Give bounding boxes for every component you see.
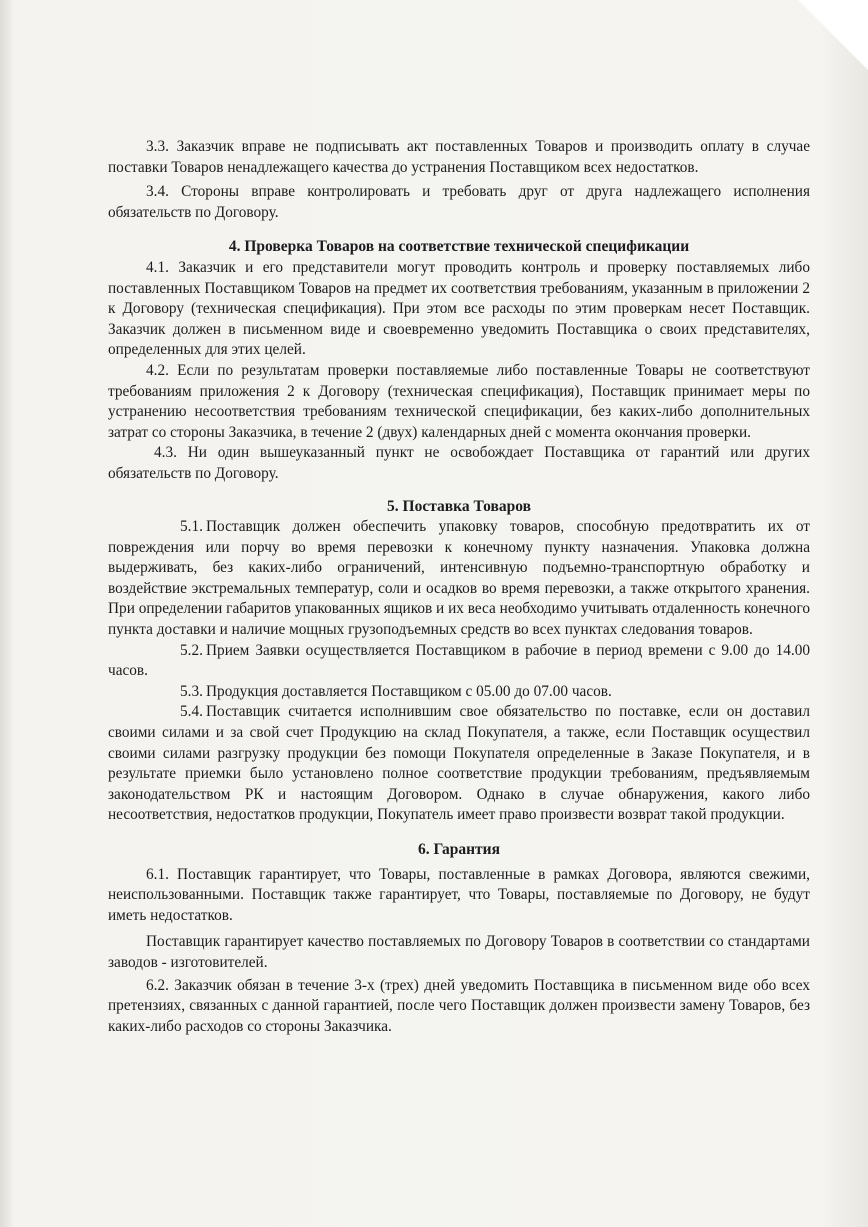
clause-6-2: 6.2. Заказчик обязан в течение 3-х (трех) дней уведомить Поставщика в письменном виде обо всех претензиях, связанных с данной гарантией, после чего Поставщик должен произвести замену Товаров, без каких-либо расходов со стороны Заказчика.	[108, 976, 810, 1035]
document-body	[108, 137, 810, 1037]
clause-5-2	[108, 641, 810, 682]
clause-3-4: 3.4. Стороны вправе контролировать и требовать друг от друга надлежащего исполнения обязательств по Договору.	[108, 183, 810, 221]
clause-5-3-number: 5.3.	[180, 682, 203, 700]
clause-6-1-quality: Поставщик гарантирует качество поставляемых по Договору Товаров в соответствии со стандартами заводов - изготовителей.	[108, 933, 810, 971]
clause-4-3: 4.3. Ни один вышеуказанный пункт не освобождает Поставщика от гарантий или других обязательств по Договору.	[108, 444, 810, 482]
section-6-heading: 6. Гарантия	[418, 841, 500, 858]
clause-6-1: 6.1. Поставщик гарантирует, что Товары, поставленные в рамках Договора, являются свежими, неиспользованными. Поставщик также гарантирует, что Товары, поставляемые по Договору, не будут иметь недостатков.	[108, 865, 810, 924]
clause-5-3	[108, 682, 810, 703]
clause-4-2: 4.2. Если по результатам проверки поставляемые либо поставленные Товары не соответствуют требованиям приложения 2 к Договору (техническая спецификация), Поставщик принимает меры по устранению несоответствия требованиям технической спецификации, без каких-либо дополнительных затрат со стороны Заказчика, в течение 2 (двух) календарных дней с момента окончания проверки.	[108, 361, 810, 441]
clause-3-3: 3.3. Заказчик вправе не подписывать акт поставленных Товаров и производить оплату в случае поставки Товаров ненадлежащего качества до устранения Поставщиком всех недостатков.	[108, 138, 810, 176]
clause-5-1-text: Поставщик должен обеспечить упаковку товаров, способную предотвратить их от повреждения или порчу во время перевозки к конечному пункту назначения. Упаковка должна выдерживать, без каких-либо ограничений, интенсивную подъемно-транспортную обработку и воздействие экстремальных температур, соли и осадков во время перевозки, а также открытого хранения. При определении габаритов упакованных ящиков и их веса необходимо учитывать отдаленность конечного пункта доставки и наличие мощных грузоподъемных средств во всех пунктах следования товаров.	[108, 518, 810, 639]
section-5-heading: 5. Поставка Товаров	[387, 497, 531, 515]
folded-corner	[798, 0, 868, 70]
clause-5-4	[108, 702, 810, 826]
clause-5-4-text: Поставщик считается исполнившим свое обязательство по поставке, если он доставил своими силами и за свой счет Продукцию на склад Покупателя, а также, если Поставщик осуществил своими силами разгрузку продукции без помощи Покупателя определенные в Заказе Покупателя, и в результате приемки было установлено полное соответствие продукции требованиям, предъявляемым законодательством РК и настоящим Договором. Однако в случае обнаружения, какого либо несоответствия, недостатков продукции, Покупатель имеет право произвести возврат такой продукции.	[108, 703, 810, 824]
clause-5-4-number: 5.4.	[180, 703, 203, 721]
clause-5-3-text: Продукция доставляется Поставщиком с 05.00 до 07.00 часов.	[206, 682, 612, 700]
clause-4-1: 4.1. Заказчик и его представители могут проводить контроль и проверку поставляемых либо поставленных Поставщиком Товаров на предмет их соответствия требованиям, указанным в приложении 2 к Договору (техническая спецификация). При этом все расходы по этим проверкам несет Поставщик. Заказчик должен в письменном виде и своевременно уведомить Поставщика о своих представителях, определенных для этих целей.	[108, 258, 810, 359]
clause-5-2-number: 5.2.	[180, 641, 203, 659]
section-4-heading: 4. Проверка Товаров на соответствие технической спецификации	[228, 238, 690, 256]
clause-5-2-text: Прием Заявки осуществляется Поставщиком в рабочие в период времени с 9.00 до 14.00 часов.	[108, 641, 810, 680]
clause-5-1	[108, 517, 810, 641]
clause-5-1-number: 5.1.	[180, 518, 203, 536]
